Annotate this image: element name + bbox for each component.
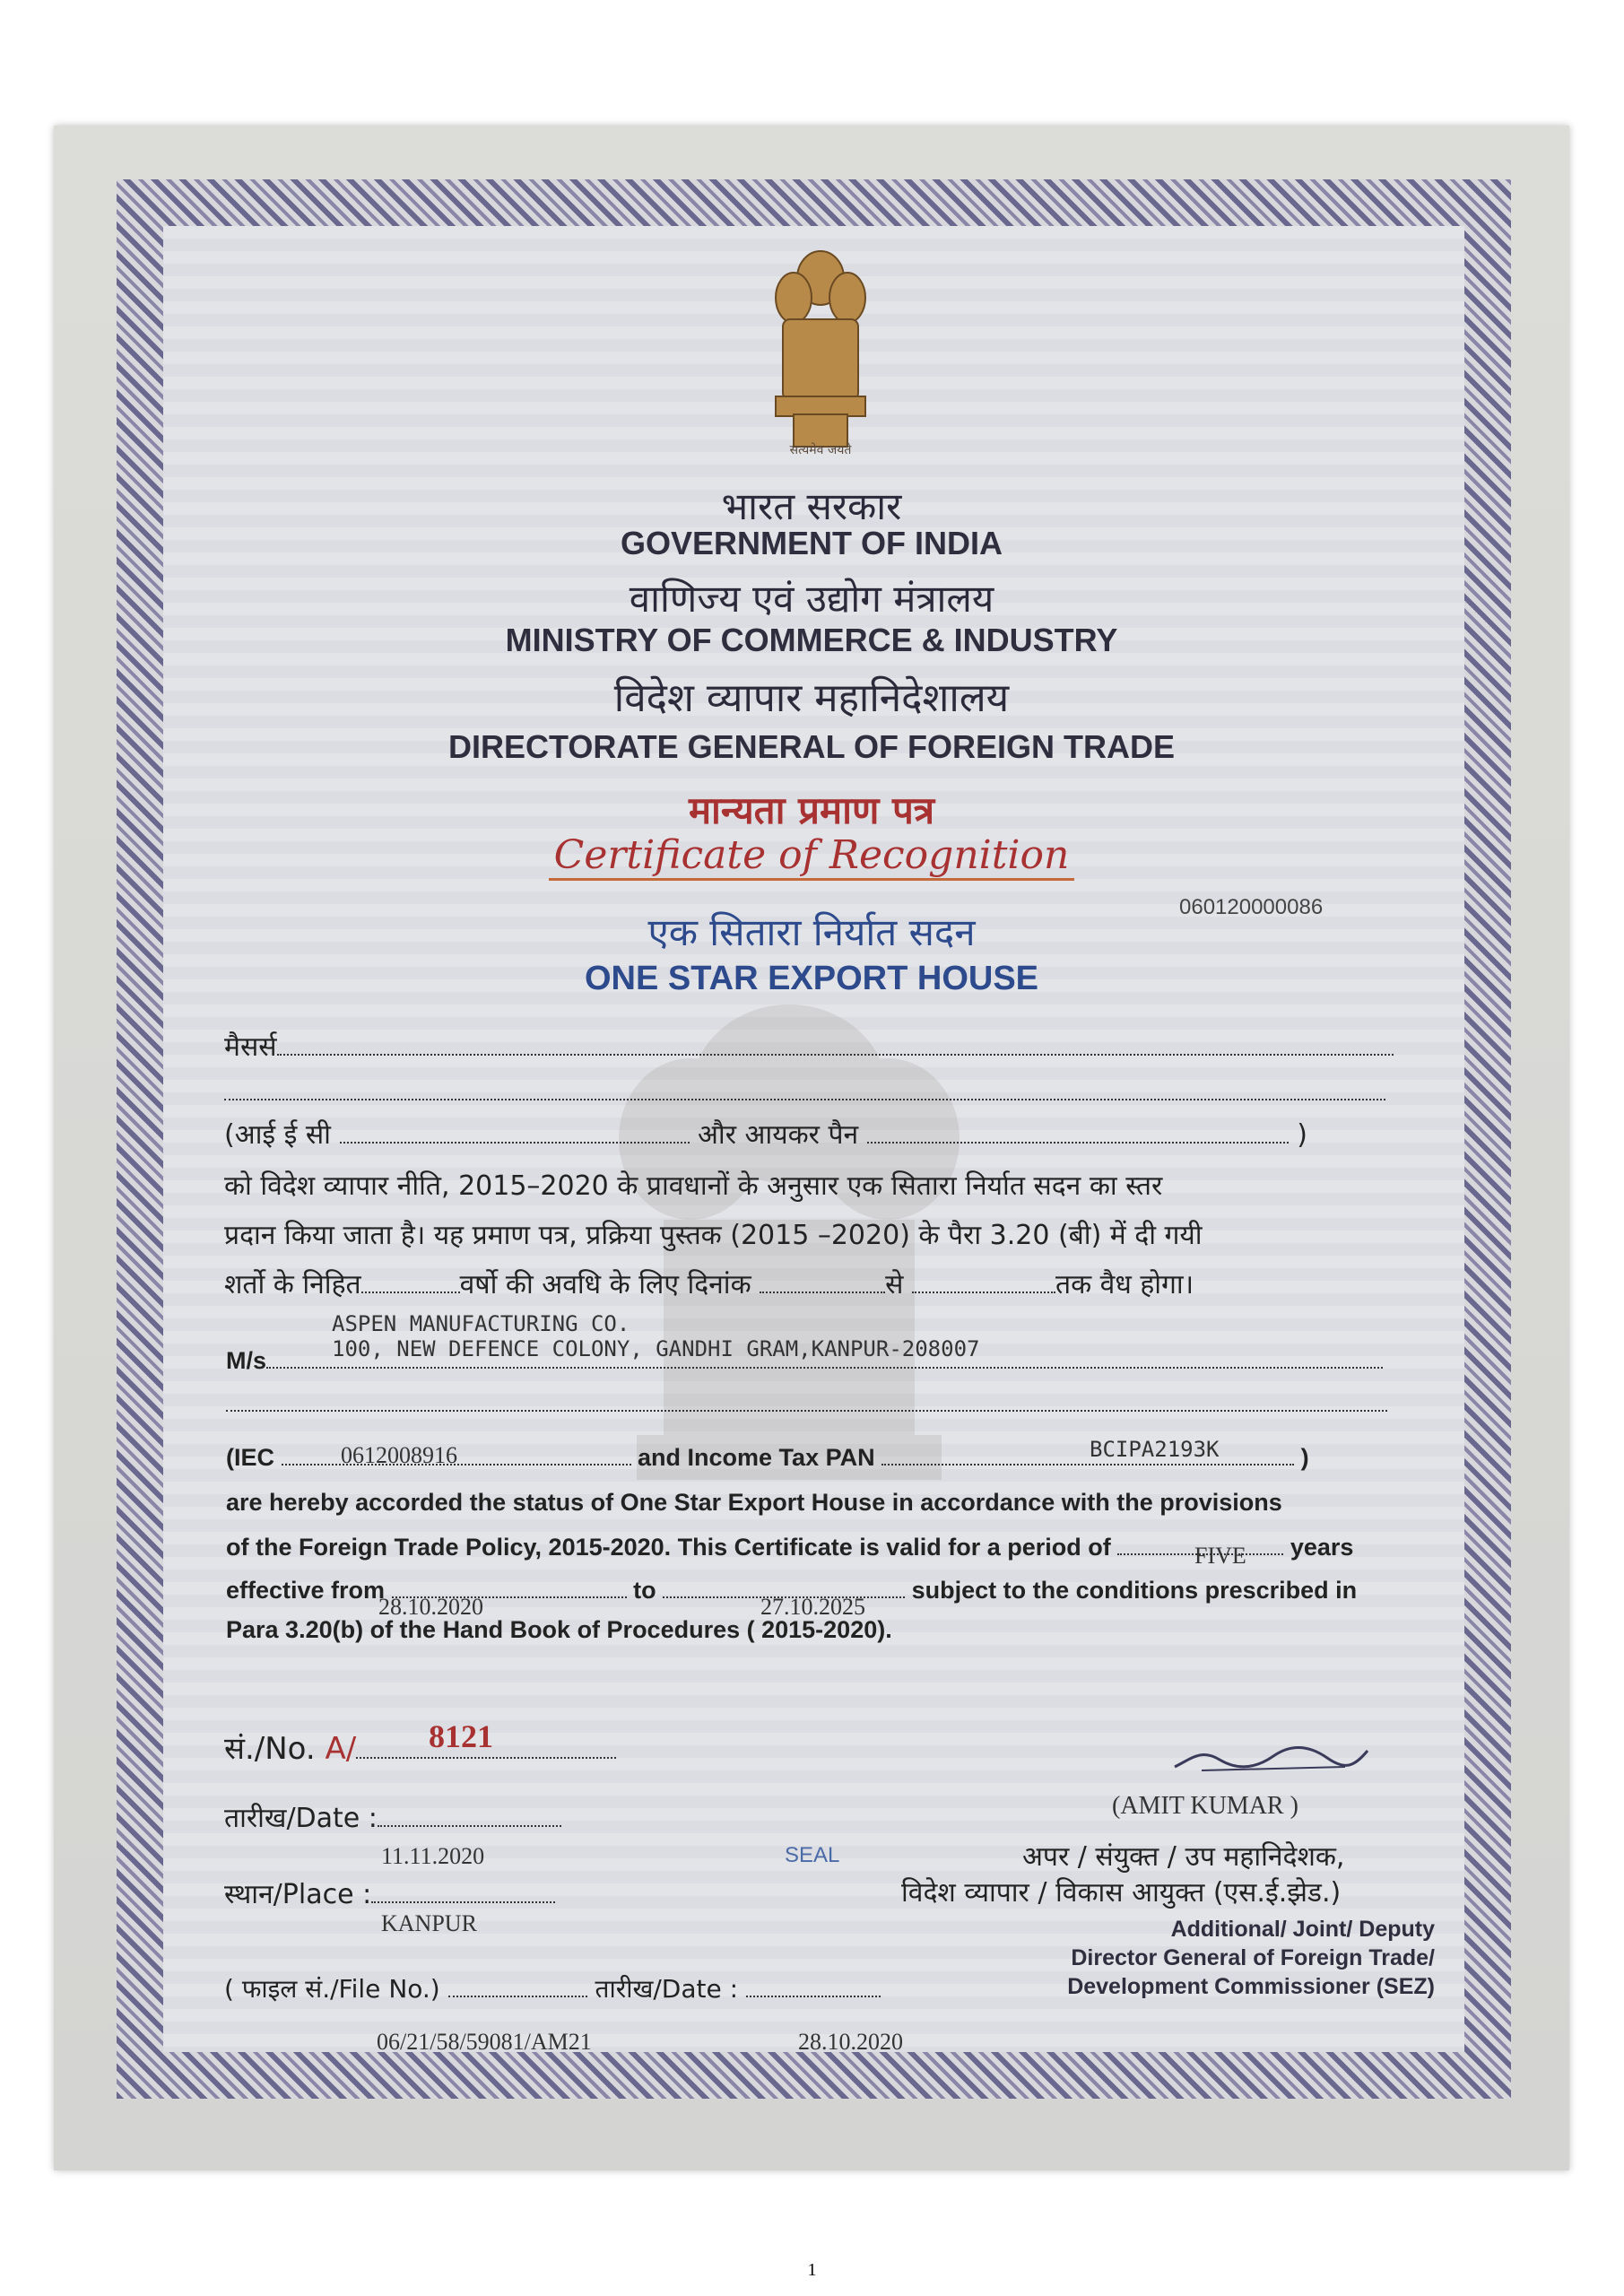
emblem-motto: सत्यमेव जयते [789, 443, 852, 457]
signature-image [1166, 1731, 1372, 1785]
cert-title-hindi: मान्यता प्रमाण पत्र [688, 788, 935, 832]
hindi-line-2: प्रदान किया जाता है। यह प्रमाण पत्र, प्रक्रिया पुस्तक (2015 –2020) के पैरा 3.20 (बी) में दी गयी [224, 1220, 1203, 1251]
ministry-hindi: वाणिज्य एवं उद्योग मंत्रालय [629, 577, 994, 621]
date-line: तारीख/Date : [224, 1798, 561, 1835]
english-line-3: effective from to subject to the conditions prescribed in [226, 1577, 1358, 1604]
ministry-english: MINISTRY OF COMMERCE & INDUSTRY [505, 622, 1118, 658]
blank-line [226, 1390, 1387, 1418]
company-address: 100, NEW DEFENCE COLONY, GANDHI GRAM,KANPUR-208007 [332, 1336, 980, 1361]
national-emblem-icon [767, 242, 874, 457]
cert-title-english: Certificate of Recognition [54, 832, 1569, 878]
gov-hindi: भारत सरकार [721, 484, 902, 528]
iec-value: 0612008916 [341, 1442, 457, 1468]
signatory-hindi-2: विदेश व्यापार / विकास आयुक्त (एस.ई.झेड.) [901, 1877, 1342, 1909]
english-line-4: Para 3.20(b) of the Hand Book of Procedures ( 2015-2020). [226, 1616, 892, 1643]
hindi-line-1: को विदेश व्यापार नीति, 2015–2020 के प्रावधानों के अनुसार एक सितारा निर्यात सदन का स्तर [224, 1170, 1163, 1202]
pan-value: BCIPA2193K [1090, 1437, 1220, 1462]
cert-no-line: सं./No. A/ [224, 1726, 616, 1768]
dg-hindi: विदेश व्यापार महानिदेशालय [613, 675, 1010, 721]
hindi-iec-line: (आई ई सी और आयकर पैन ) [224, 1119, 1307, 1151]
file-no-value: 06/21/58/59081/AM21 [377, 2029, 592, 2055]
place-line: स्थान/Place : [224, 1874, 555, 1911]
ms-line: M/s [226, 1347, 1383, 1375]
cert-number: 060120000086 [1179, 895, 1324, 919]
file-date-value: 28.10.2020 [798, 2029, 903, 2055]
signatory-english-1: Additional/ Joint/ Deputy [1170, 1917, 1435, 1942]
iec-line: (IEC and Income Tax PAN ) [226, 1444, 1309, 1471]
file-no-line: ( फाइल सं./File No.) तारीख/Date : [224, 1971, 881, 2005]
messrs-line-2 [224, 1076, 1385, 1108]
certificate-sheet [54, 126, 1569, 2170]
seal-label: SEAL [785, 1843, 840, 1867]
signatory-english-2: Director General of Foreign Trade/ [1071, 1945, 1435, 1970]
signatory-name: (AMIT KUMAR ) [1112, 1792, 1298, 1820]
gov-english: GOVERNMENT OF INDIA [620, 525, 1003, 561]
place-value: KANPUR [381, 1910, 477, 1936]
english-line-1: are hereby accorded the status of One Star Export House in accordance with the provisions [226, 1489, 1282, 1516]
page-number: 1 [807, 2260, 817, 2280]
to-date: 27.10.2025 [760, 1594, 865, 1620]
from-date: 28.10.2020 [378, 1594, 483, 1620]
messrs-label: मैसर्स [224, 1027, 1394, 1064]
status-english: ONE STAR EXPORT HOUSE [584, 960, 1039, 997]
english-line-2: of the Foreign Trade Policy, 2015-2020. This Certificate is valid for a period of years [226, 1534, 1354, 1561]
date-value: 11.11.2020 [381, 1843, 485, 1869]
signatory-english [1067, 1915, 1435, 2001]
company-name: ASPEN MANUFACTURING CO. [332, 1311, 630, 1336]
cert-no-value: 8121 [429, 1718, 493, 1754]
dg-english: DIRECTORATE GENERAL OF FOREIGN TRADE [447, 728, 1176, 765]
status-hindi: एक सितारा निर्यात सदन [647, 910, 976, 954]
period-value: FIVE [1194, 1543, 1246, 1569]
signatory-hindi-1: अपर / संयुक्त / उप महानिदेशक, [1022, 1841, 1345, 1873]
hindi-line-3: शर्तो के निहित वर्षो की अवधि के लिए दिनांक से तक वैध होगा। [224, 1269, 1194, 1300]
signatory-english-3: Development Commissioner (SEZ) [1067, 1974, 1435, 1999]
